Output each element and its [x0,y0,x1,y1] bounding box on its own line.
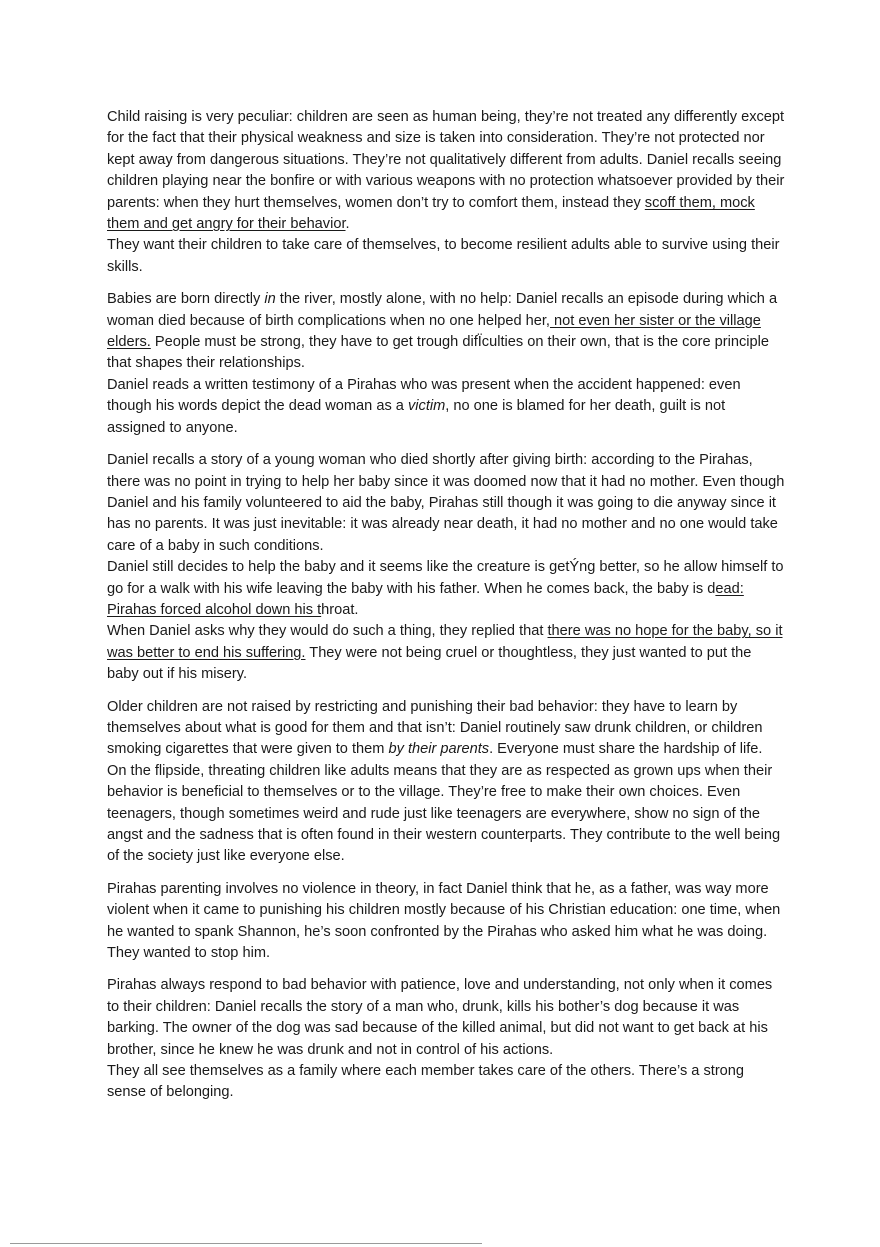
italic-text: victim [407,398,446,415]
footer-divider [10,1243,482,1244]
paragraph [107,450,787,685]
underlined-text: scoff them, mock them and get angry for their behavior [107,194,755,233]
text-run: hroat. [321,601,359,618]
text-run: the river, mostly alone, with no help: Daniel recalls an episode during which a woman died because of birth complications when no one helped her, [107,291,778,329]
underlined-text: not even her sister or the village elders. [107,312,761,351]
text-run: Babies are born directly [107,291,265,308]
text-run: Older children are not raised by restricting and punishing their bad behavior: they have to learn by themselves about what is good for them and that isn’t: Daniel routinely saw drunk children, or children smoking cigarettes that were given to them [107,698,763,758]
text-run: Pirahas parenting involves no violence in theory, in fact Daniel think that he, as a father, was way more violent when it came to punishing his children mostly because of his Christian education: one time, when he wanted to spank Shannon, he’s soon confronted by the Pirahas who asked him what he was doing. They wanted to stop him. [107,880,781,962]
paragraph [107,697,787,868]
text-run: Daniel still decides to help the baby and it seems like the creature is getÝng better, so he allow himself to go for a walk with his wife leaving the baby with his father. When he comes back, the baby is d [107,559,784,597]
text-run: They were not being cruel or thoughtless, they just wanted to put the baby out if his misery. [107,644,752,683]
text-run: Pirahas always respond to bad behavior with patience, love and understanding, not only when it comes to their children: Daniel recalls the story of a man who, drunk, kills his bother’s dog because it was barking. The owner of the dog was sad because of the killed animal, but did not want to get back at his brother, since he knew he was drunk and not in control of his actions. [107,977,773,1058]
document-body [107,107,787,1115]
paragraph [107,289,787,439]
text-run: Daniel recalls a story of a young woman who died shortly after giving birth: according to the Pirahas, there was no point in trying to help her baby since it was doomed now that it had no mother. Even though Daniel and his family volunteered to aid the baby, Pirahas still though it was going to die anyway since it has no parents. It was just inevitable: it was already near death, it had no mother and no one would take care of a baby in such conditions. [107,452,785,554]
text-run: . Everyone must share the hardship of life. [489,741,763,758]
paragraph [107,879,787,965]
text-run: They all see themselves as a family where each member takes care of the others. There’s a strong sense of belonging. [107,1063,745,1101]
italic-text: by their parents [388,741,490,758]
text-run: When Daniel asks why they would do such a thing, they replied that [107,623,548,640]
underlined-text: ead: Pirahas forced alcohol down his t [107,580,744,618]
text-run: Daniel reads a written testimony of a Pirahas who was present when the accident happened: even though his words depict the dead woman as a [107,376,741,415]
italic-text: in [264,291,276,308]
text-run: Child raising is very peculiar: children are seen as human being, they’re not treated any differently except for the fact that their physical weakness and size is taken into consideration. They’re not protected nor kept away from dangerous situations. They’re not qualitatively different from adults. Daniel recalls seeing children playing near the bonfire or with various weapons with no protection whatsoever provided by their parents: when they hurt themselves, women don’t try to comfort them, instead they [107,109,785,211]
text-run: People must be strong, they have to get trough difÏculties on their own, that is the core principle that shapes their relationships. [107,334,769,372]
underlined-text: there was no hope for the baby, so it was better to end his suffering. [107,623,783,661]
text-run: On the flipside, threating children like adults means that they are as respected as grown ups when their behavior is beneficial to themselves or to the village. They’re free to make their own choices. Even teenagers, though sometimes weird and rude just like teenagers are everywhere, show no sign of the angst and the sadness that is often found in their western counterparts. They contribute to the well being of the society just like everyone else. [107,762,781,865]
paragraph [107,107,787,278]
text-run: They want their children to take care of themselves, to become resilient adults able to survive using their skills. [107,237,780,275]
text-run: . [345,216,350,233]
paragraph [107,975,787,1103]
text-run: , no one is blamed for her death, guilt is not assigned to anyone. [107,398,726,436]
